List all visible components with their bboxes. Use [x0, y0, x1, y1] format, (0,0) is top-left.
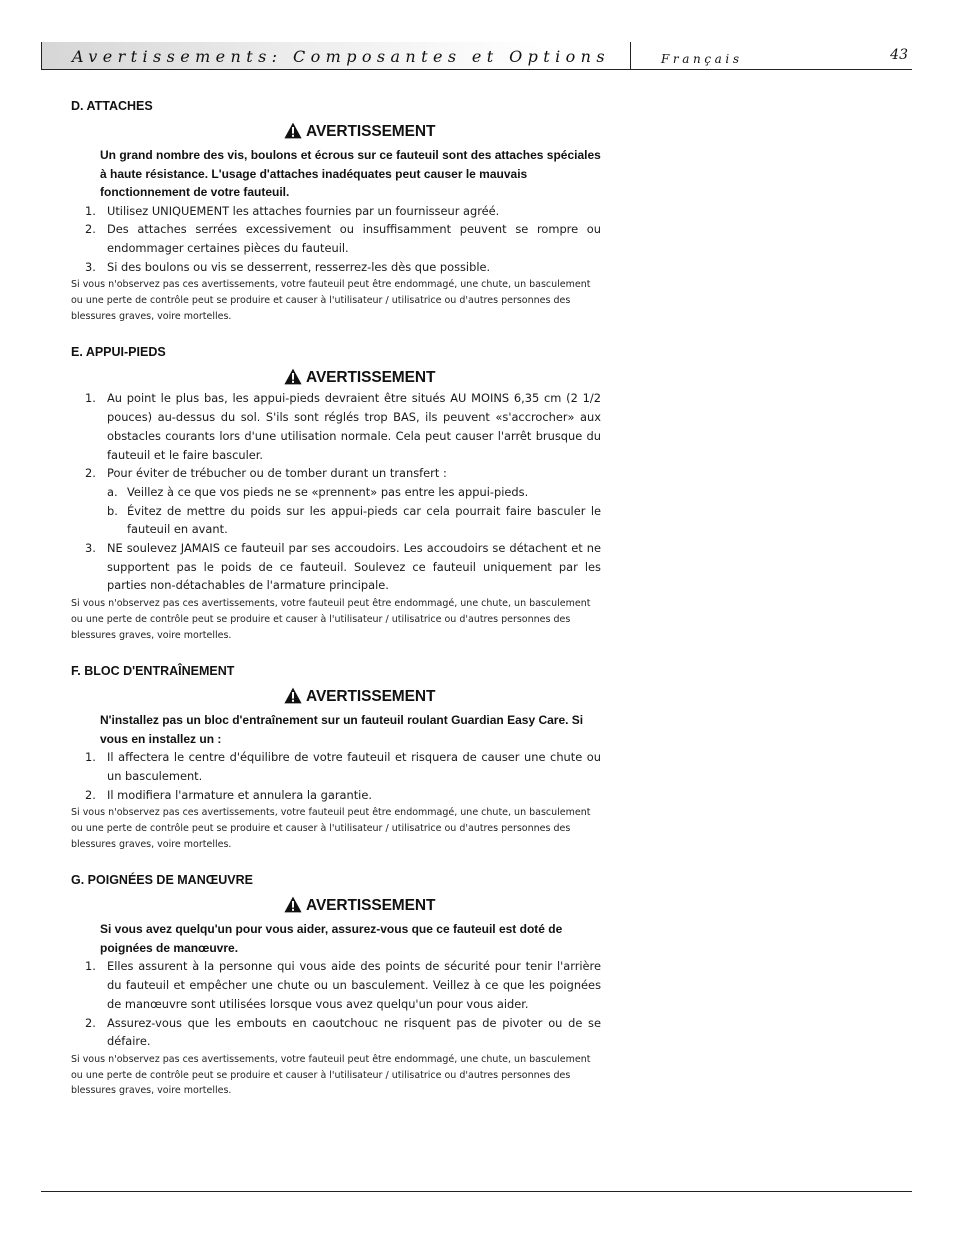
section-title: E. APPUI-PIEDS — [71, 345, 166, 360]
warning-label: AVERTISSEMENT — [306, 123, 436, 140]
section-title: G. POIGNÉES DE MANŒUVRE — [71, 873, 253, 888]
section — [71, 342, 601, 643]
warning-list — [71, 957, 601, 1051]
header-title: Avertissements: Composantes et Options — [72, 47, 610, 66]
item-number: 2. — [85, 466, 96, 481]
warning-label: AVERTISSEMENT — [306, 369, 436, 387]
item-text: Pour éviter de trébucher ou de tomber durant un transfert : — [107, 466, 447, 481]
list-item — [71, 389, 601, 464]
item-number: 2. — [85, 222, 96, 237]
section — [71, 661, 601, 852]
warning-lead: Si vous avez quelqu'un pour vous aider, assurez-vous que ce fauteuil est doté de poignées de manœuvre. — [100, 922, 563, 955]
warning-heading — [284, 895, 601, 917]
warning-triangle-icon — [284, 122, 306, 143]
item-number: 1. — [85, 391, 96, 406]
header-language: Français — [661, 52, 743, 66]
warning-list — [71, 389, 601, 595]
section — [71, 870, 601, 1099]
item-text: Il affectera le centre d'équilibre de votre fauteuil et risquera de causer une chute ou un basculement. — [107, 750, 601, 783]
item-text: Il modifiera l'armature et annulera la garantie. — [107, 787, 372, 802]
warning-note: Si vous n'observez pas ces avertissements, votre fauteuil peut être endommagé, une chute, un basculement ou une perte de contrôle peut se produire et causer à l'utilisateur / utilisatrice ou d'autres personnes des blessures graves, voire mortelles. — [71, 1054, 591, 1097]
item-text: NE soulevez JAMAIS ce fauteuil par ses accoudoirs. Les accoudoirs se détachent et ne supportent pas le poids de ce fauteuil. Soulevez ce fauteuil uniquement par les parties non-détachables de l'armature principale. — [107, 541, 601, 593]
item-text: Au point le plus bas, les appui-pieds devraient être situés AU MOINS 6,35 cm (2 1/2 pouces) au-dessus du sol. S'ils sont réglés trop BAS, ils peuvent «s'accrocher» aux obstacles courants lors d'une utilisation normale. Cela peut causer l'arrêt brusque du fauteuil et le faire basculer. — [107, 391, 601, 462]
item-number: 1. — [85, 959, 96, 974]
item-number: 3. — [85, 541, 96, 556]
list-item — [71, 786, 601, 805]
section-spacer — [71, 852, 601, 870]
section-title: F. BLOC D'ENTRAÎNEMENT — [71, 664, 235, 679]
warning-note: Si vous n'observez pas ces avertissements, votre fauteuil peut être endommagé, une chute, un basculement ou une perte de contrôle peut se produire et causer à l'utilisateur / utilisatrice ou d'autres personnes des blessures graves, voire mortelles. — [71, 279, 591, 322]
warning-label: AVERTISSEMENT — [306, 688, 436, 706]
warning-lead: N'installez pas un bloc d'entraînement sur un fauteuil roulant Guardian Easy Care. Si vous en installez un : — [100, 713, 584, 746]
warning-heading — [284, 686, 601, 708]
item-number: 1. — [85, 750, 96, 765]
page-number: 43 — [890, 47, 908, 63]
header-rule — [41, 69, 912, 70]
item-text: Assurez-vous que les embouts en caoutchouc ne risquent pas de pivoter ou de se défaire. — [107, 1015, 601, 1049]
warning-triangle-icon — [284, 687, 306, 708]
list-item — [71, 464, 601, 539]
warning-list — [71, 748, 601, 804]
warning-lead: Un grand nombre des vis, boulons et écrous sur ce fauteuil sont des attaches spéciales à haute résistance. L'usage d'attaches inadéquates peut causer le mauvais fonctionnement de votre fauteuil. — [100, 148, 601, 199]
warning-note: Si vous n'observez pas ces avertissements, votre fauteuil peut être endommagé, une chute, un basculement ou une perte de contrôle peut se produire et causer à l'utilisateur / utilisatrice ou d'autres personnes des blessures graves, voire mortelles. — [71, 598, 591, 641]
sub-item-letter: b. — [107, 503, 118, 518]
section — [71, 96, 601, 324]
list-item — [71, 258, 601, 277]
page-header — [41, 42, 912, 72]
item-number: 2. — [85, 1015, 96, 1030]
list-item — [71, 220, 601, 257]
item-number: 3. — [85, 259, 96, 274]
warning-label: AVERTISSEMENT — [306, 897, 436, 915]
warning-heading — [284, 121, 601, 143]
warning-triangle-icon — [284, 368, 306, 389]
item-text: Si des boulons ou vis se desserrent, resserrez-les dès que possible. — [107, 259, 491, 274]
sub-item-letter: a. — [107, 484, 118, 499]
section-title: D. ATTACHES — [71, 99, 153, 113]
warning-note: Si vous n'observez pas ces avertissements, votre fauteuil peut être endommagé, une chute, un basculement ou une perte de contrôle peut se produire et causer à l'utilisateur / utilisatrice ou d'autres personnes des blessures graves, voire mortelles. — [71, 807, 591, 850]
item-text: Utilisez UNIQUEMENT les attaches fournies par un fournisseur agréé. — [107, 203, 500, 218]
item-text: Des attaches serrées excessivement ou insuffisamment peuvent se rompre ou endommager certaines pièces du fauteuil. — [107, 222, 601, 255]
item-number: 1. — [85, 203, 96, 218]
page-content — [71, 96, 601, 1099]
sub-item — [107, 502, 601, 539]
list-item — [71, 957, 601, 1013]
warning-heading — [284, 367, 601, 389]
sub-item-text: Veillez à ce que vos pieds ne se «prennent» pas entre les appui-pieds. — [127, 484, 529, 499]
section-spacer — [71, 324, 601, 342]
sub-item — [107, 483, 601, 502]
list-item — [71, 202, 601, 221]
list-item — [71, 1014, 601, 1051]
item-text: Elles assurent à la personne qui vous aide des points de sécurité pour tenir l'arrière du fauteuil et empêcher une chute ou un basculement. Veillez à ce que les poignées de manœuvre sont utilisées lorsque vous avez quelqu'un pour vous aider. — [107, 959, 601, 1011]
item-number: 2. — [85, 787, 96, 802]
list-item — [71, 748, 601, 785]
section-spacer — [71, 643, 601, 661]
footer-rule — [41, 1191, 912, 1192]
warning-triangle-icon — [284, 896, 306, 917]
warning-list — [71, 202, 601, 277]
sub-item-text: Évitez de mettre du poids sur les appui-pieds car cela pourrait faire basculer le fauteuil en avant. — [127, 503, 601, 537]
header-separator — [630, 42, 631, 70]
list-item — [71, 539, 601, 595]
